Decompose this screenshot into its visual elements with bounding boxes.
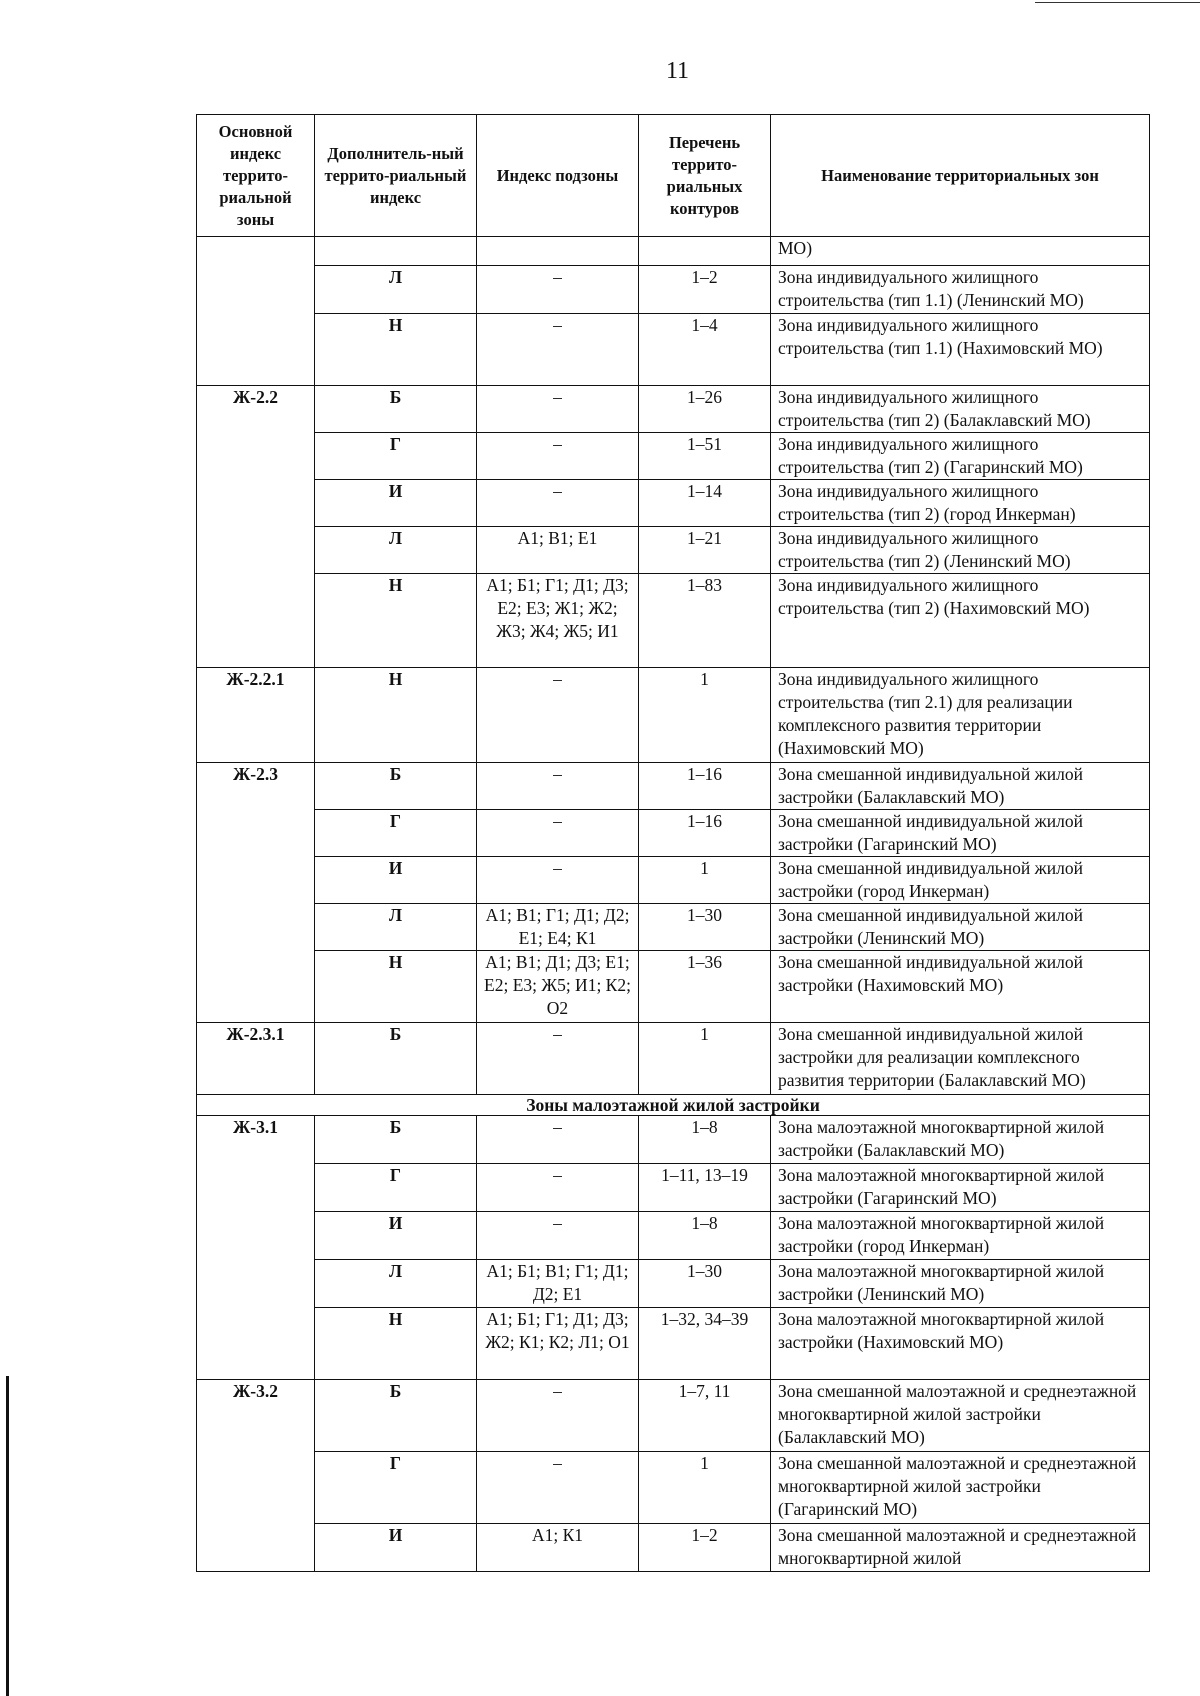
main-index-cell: Ж-2.3.1 — [197, 1023, 315, 1095]
page-number: 11 — [665, 58, 690, 84]
subzone-cell: – — [477, 1116, 639, 1164]
contours-cell: 1–83 — [639, 574, 771, 668]
extra-index-cell: Н — [315, 314, 477, 386]
table-row — [197, 1380, 1150, 1452]
empty-cell — [315, 237, 477, 266]
zone-name-cell: Зона смешанной индивидуальной жилой застройки (Ленинский МО) — [771, 904, 1150, 951]
extra-index-cell: И — [315, 1524, 477, 1572]
subzone-cell: – — [477, 1380, 639, 1452]
extra-index-cell: Г — [315, 1452, 477, 1524]
extra-index-cell: Б — [315, 763, 477, 810]
main-index-cell — [197, 237, 315, 386]
subzone-cell: А1; Б1; В1; Г1; Д1; Д2; Е1 — [477, 1260, 639, 1308]
contours-cell: 1–26 — [639, 386, 771, 433]
contours-cell: 1–8 — [639, 1116, 771, 1164]
zone-name-cell: Зона смешанной индивидуальной жилой застройки (Балаклавский МО) — [771, 763, 1150, 810]
top-edge-rule — [1035, 2, 1200, 3]
contours-cell: 1–11, 13–19 — [639, 1164, 771, 1212]
subzone-cell: – — [477, 1212, 639, 1260]
extra-index-cell: Б — [315, 1023, 477, 1095]
subzone-cell: – — [477, 1164, 639, 1212]
zone-name-cell: Зона смешанной индивидуальной жилой застройки (Гагаринский МО) — [771, 810, 1150, 857]
zone-name-cell: Зона смешанной малоэтажной и среднеэтажной многоквартирной жилой застройки (Балаклавский МО) — [771, 1380, 1150, 1452]
subzone-cell: А1; В1; Е1 — [477, 527, 639, 574]
contours-cell: 1–4 — [639, 314, 771, 386]
main-index-cell: Ж-3.2 — [197, 1380, 315, 1572]
subzone-cell: – — [477, 314, 639, 386]
table-row — [197, 951, 1150, 1023]
subzone-cell: – — [477, 386, 639, 433]
header-main-index: Основной индекс террито-риальной зоны — [197, 115, 315, 237]
subzone-cell: – — [477, 433, 639, 480]
contours-cell: 1 — [639, 1452, 771, 1524]
extra-index-cell: Л — [315, 266, 477, 314]
contours-cell: 1–32, 34–39 — [639, 1308, 771, 1380]
table-row — [197, 1452, 1150, 1524]
zone-name-cell: Зона малоэтажной многоквартирной жилой застройки (Балаклавский МО) — [771, 1116, 1150, 1164]
table-row — [197, 1524, 1150, 1572]
subzone-cell: А1; К1 — [477, 1524, 639, 1572]
contours-cell: 1–21 — [639, 527, 771, 574]
table-row — [197, 480, 1150, 527]
empty-cell — [639, 237, 771, 266]
empty-cell — [477, 237, 639, 266]
table-row — [197, 527, 1150, 574]
contours-cell: 1–51 — [639, 433, 771, 480]
table-row — [197, 1116, 1150, 1164]
zone-name-cell: Зона малоэтажной многоквартирной жилой застройки (город Инкерман) — [771, 1212, 1150, 1260]
header-zone-name: Наименование территориальных зон — [771, 115, 1150, 237]
table-row — [197, 1308, 1150, 1380]
section-row — [197, 1095, 1150, 1116]
table-row — [197, 1164, 1150, 1212]
table-row — [197, 904, 1150, 951]
zone-name-cell: Зона индивидуального жилищного строительства (тип 2) (Гагаринский МО) — [771, 433, 1150, 480]
subzone-cell: А1; В1; Д1; Д3; Е1; Е2; Е3; Ж5; И1; К2; О2 — [477, 951, 639, 1023]
scan-edge-mark — [6, 1376, 9, 1696]
table-header-row — [197, 115, 1150, 237]
contours-cell: 1–16 — [639, 810, 771, 857]
zone-name-cell: Зона малоэтажной многоквартирной жилой застройки (Гагаринский МО) — [771, 1164, 1150, 1212]
subzone-cell: – — [477, 1023, 639, 1095]
zone-name-cell: Зона смешанной малоэтажной и среднеэтажной многоквартирной жилой — [771, 1524, 1150, 1572]
table-row — [197, 1212, 1150, 1260]
zone-name-cell: МО) — [771, 237, 1150, 266]
contours-cell: 1–2 — [639, 1524, 771, 1572]
extra-index-cell: Б — [315, 386, 477, 433]
zone-name-cell: Зона смешанной индивидуальной жилой застройки для реализации комплексного развития территории (Балаклавский МО) — [771, 1023, 1150, 1095]
contours-cell: 1–30 — [639, 1260, 771, 1308]
zone-name-cell: Зона малоэтажной многоквартирной жилой застройки (Ленинский МО) — [771, 1260, 1150, 1308]
contours-cell: 1–8 — [639, 1212, 771, 1260]
extra-index-cell: Н — [315, 668, 477, 763]
table-row — [197, 266, 1150, 314]
section-heading: Зоны малоэтажной жилой застройки — [197, 1095, 1150, 1116]
zone-name-cell: Зона смешанной малоэтажной и среднеэтажной многоквартирной жилой застройки (Гагаринский МО) — [771, 1452, 1150, 1524]
table-row — [197, 1023, 1150, 1095]
contours-cell: 1–16 — [639, 763, 771, 810]
subzone-cell: – — [477, 1452, 639, 1524]
extra-index-cell: Л — [315, 527, 477, 574]
table-row — [197, 668, 1150, 763]
contours-cell: 1–7, 11 — [639, 1380, 771, 1452]
zone-name-cell: Зона смешанной индивидуальной жилой застройки (Нахимовский МО) — [771, 951, 1150, 1023]
table-row — [197, 810, 1150, 857]
zone-name-cell: Зона индивидуального жилищного строительства (тип 2) (Балаклавский МО) — [771, 386, 1150, 433]
subzone-cell: – — [477, 810, 639, 857]
contours-cell: 1–2 — [639, 266, 771, 314]
zone-name-cell: Зона смешанной индивидуальной жилой застройки (город Инкерман) — [771, 857, 1150, 904]
contours-cell: 1–30 — [639, 904, 771, 951]
zone-name-cell: Зона индивидуального жилищного строительства (тип 1.1) (Нахимовский МО) — [771, 314, 1150, 386]
subzone-cell: – — [477, 266, 639, 314]
header-contours: Перечень террито-риальных контуров — [639, 115, 771, 237]
table-row — [197, 386, 1150, 433]
zone-name-cell: Зона индивидуального жилищного строительства (тип 2) (Ленинский МО) — [771, 527, 1150, 574]
header-extra-index: Дополнитель-ный террито-риальный индекс — [315, 115, 477, 237]
zone-name-cell: Зона малоэтажной многоквартирной жилой застройки (Нахимовский МО) — [771, 1308, 1150, 1380]
contours-cell: 1–14 — [639, 480, 771, 527]
zone-name-cell: Зона индивидуального жилищного строительства (тип 2) (Нахимовский МО) — [771, 574, 1150, 668]
zone-name-cell: Зона индивидуального жилищного строительства (тип 1.1) (Ленинский МО) — [771, 266, 1150, 314]
subzone-cell: А1; В1; Г1; Д1; Д2; Е1; Е4; К1 — [477, 904, 639, 951]
contours-cell: 1–36 — [639, 951, 771, 1023]
table-row — [197, 574, 1150, 668]
extra-index-cell: Г — [315, 810, 477, 857]
subzone-cell: А1; Б1; Г1; Д1; Д3; Е2; Е3; Ж1; Ж2; Ж3; Ж4; Ж5; И1 — [477, 574, 639, 668]
contours-cell: 1 — [639, 857, 771, 904]
table-row — [197, 433, 1150, 480]
extra-index-cell: Б — [315, 1380, 477, 1452]
table-row — [197, 237, 1150, 266]
extra-index-cell: Н — [315, 951, 477, 1023]
subzone-cell: – — [477, 763, 639, 810]
extra-index-cell: И — [315, 480, 477, 527]
contours-cell: 1 — [639, 1023, 771, 1095]
zone-name-cell: Зона индивидуального жилищного строительства (тип 2.1) для реализации комплексного развития территории (Нахимовский МО) — [771, 668, 1150, 763]
main-index-cell: Ж-2.3 — [197, 763, 315, 1023]
extra-index-cell: Н — [315, 1308, 477, 1380]
extra-index-cell: Г — [315, 433, 477, 480]
main-index-cell: Ж-2.2.1 — [197, 668, 315, 763]
extra-index-cell: Л — [315, 1260, 477, 1308]
subzone-cell: А1; Б1; Г1; Д1; Д3; Ж2; К1; К2; Л1; О1 — [477, 1308, 639, 1380]
table-row — [197, 763, 1150, 810]
table-row — [197, 857, 1150, 904]
extra-index-cell: Г — [315, 1164, 477, 1212]
extra-index-cell: Б — [315, 1116, 477, 1164]
main-index-cell: Ж-2.2 — [197, 386, 315, 668]
contours-cell: 1 — [639, 668, 771, 763]
extra-index-cell: И — [315, 857, 477, 904]
table-row — [197, 1260, 1150, 1308]
main-index-cell: Ж-3.1 — [197, 1116, 315, 1380]
extra-index-cell: И — [315, 1212, 477, 1260]
header-subzone-index: Индекс подзоны — [477, 115, 639, 237]
subzone-cell: – — [477, 668, 639, 763]
subzone-cell: – — [477, 857, 639, 904]
extra-index-cell: Н — [315, 574, 477, 668]
table-row — [197, 314, 1150, 386]
zones-table — [196, 114, 1150, 1572]
extra-index-cell: Л — [315, 904, 477, 951]
subzone-cell: – — [477, 480, 639, 527]
zone-name-cell: Зона индивидуального жилищного строительства (тип 2) (город Инкерман) — [771, 480, 1150, 527]
